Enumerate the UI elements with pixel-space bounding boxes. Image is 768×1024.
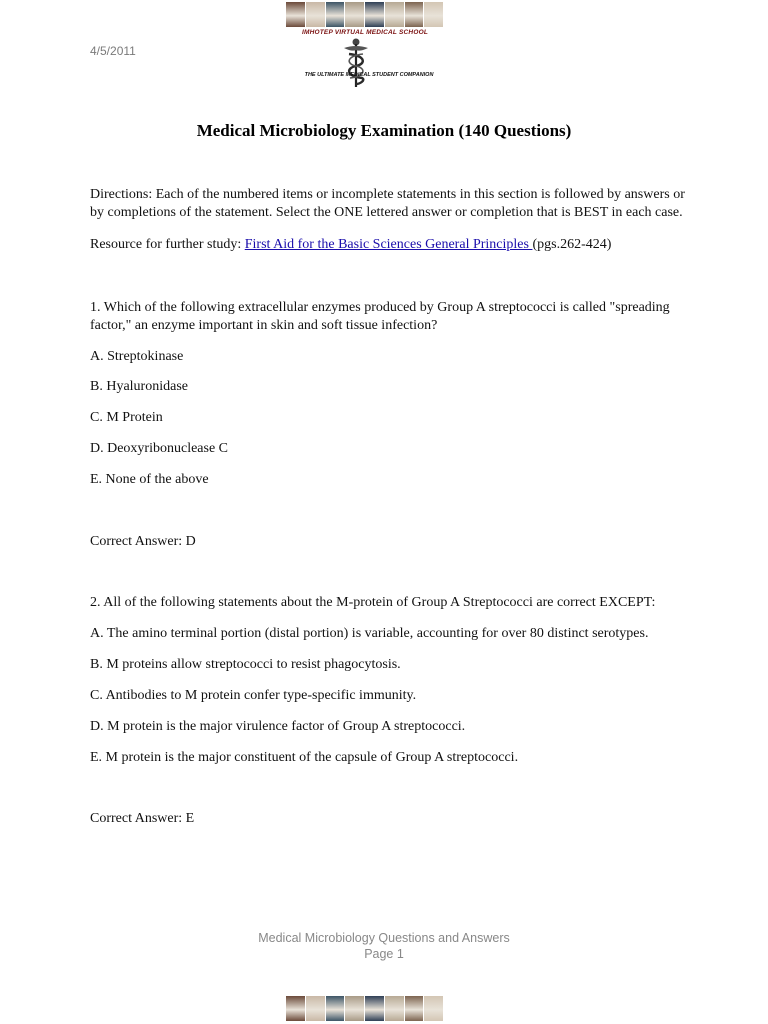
resource-suffix: (pgs.262-424) bbox=[532, 237, 612, 252]
photo-thumbnail bbox=[345, 2, 365, 27]
answer-option: C. Antibodies to M protein confer type-specific immunity. bbox=[90, 688, 417, 703]
page-number: Page 1 bbox=[364, 947, 404, 961]
logo-subtitle: THE ULTIMATE MEDICAL STUDENT COMPANION bbox=[304, 72, 434, 78]
exam-title: Medical Microbiology Examination (140 Questions) bbox=[196, 121, 572, 140]
question-text: 2. All of the following statements about the M-protein of Group A Streptococci are correct EXCEPT: bbox=[90, 595, 656, 610]
answer-option: E. None of the above bbox=[90, 472, 209, 487]
resource-link[interactable]: First Aid for the Basic Sciences General Principles bbox=[244, 237, 533, 252]
footer-title: Medical Microbiology Questions and Answers bbox=[258, 931, 510, 945]
photo-thumbnail bbox=[326, 996, 346, 1021]
photo-thumbnail bbox=[405, 996, 425, 1021]
photo-thumbnail bbox=[286, 996, 306, 1021]
answer-option: C. M Protein bbox=[90, 410, 163, 425]
photo-thumbnail bbox=[385, 2, 405, 27]
answer-option: A. Streptokinase bbox=[90, 349, 184, 364]
answer-option: D. M protein is the major virulence factor of Group A streptococci. bbox=[90, 719, 466, 734]
photo-thumbnail bbox=[345, 996, 365, 1021]
photo-thumbnail bbox=[306, 996, 326, 1021]
question-text: 1. Which of the following extracellular enzymes produced by Group A streptococci is called "spreading factor," an enzyme important in skin and soft tissue infection? bbox=[90, 300, 670, 333]
photo-thumbnail bbox=[385, 996, 405, 1021]
school-logo bbox=[286, 2, 444, 86]
resource-prefix: Resource for further study: bbox=[90, 237, 245, 252]
footer-photo-strip bbox=[286, 996, 444, 1021]
answer-option: B. M proteins allow streptococci to resist phagocytosis. bbox=[90, 657, 401, 672]
photo-thumbnail bbox=[286, 2, 306, 27]
header-photo-strip bbox=[286, 2, 444, 27]
photo-thumbnail bbox=[424, 996, 444, 1021]
logo-title: IMHOTEP VIRTUAL MEDICAL SCHOOL bbox=[301, 29, 428, 36]
photo-thumbnail bbox=[365, 2, 385, 27]
photo-thumbnail bbox=[306, 2, 326, 27]
photo-thumbnail bbox=[424, 2, 444, 27]
directions-text: Directions: Each of the numbered items or incomplete statements in this section is followed by answers or by completions of the statement. Select the ONE lettered answer or completion that is BEST in each case. bbox=[90, 187, 685, 220]
photo-thumbnail bbox=[326, 2, 346, 27]
photo-thumbnail bbox=[365, 996, 385, 1021]
answer-option: E. M protein is the major constituent of the capsule of Group A streptococci. bbox=[90, 750, 519, 765]
photo-thumbnail bbox=[405, 2, 425, 27]
resource-line bbox=[90, 236, 686, 254]
correct-answer: Correct Answer: D bbox=[90, 534, 196, 549]
document-date: 4/5/2011 bbox=[90, 44, 136, 58]
answer-option: D. Deoxyribonuclease C bbox=[90, 441, 229, 456]
answer-option: B. Hyaluronidase bbox=[90, 379, 188, 394]
answer-option: A. The amino terminal portion (distal portion) is variable, accounting for over 80 distinct serotypes. bbox=[90, 626, 649, 641]
caduceus-icon bbox=[336, 36, 376, 88]
correct-answer: Correct Answer: E bbox=[90, 811, 195, 826]
